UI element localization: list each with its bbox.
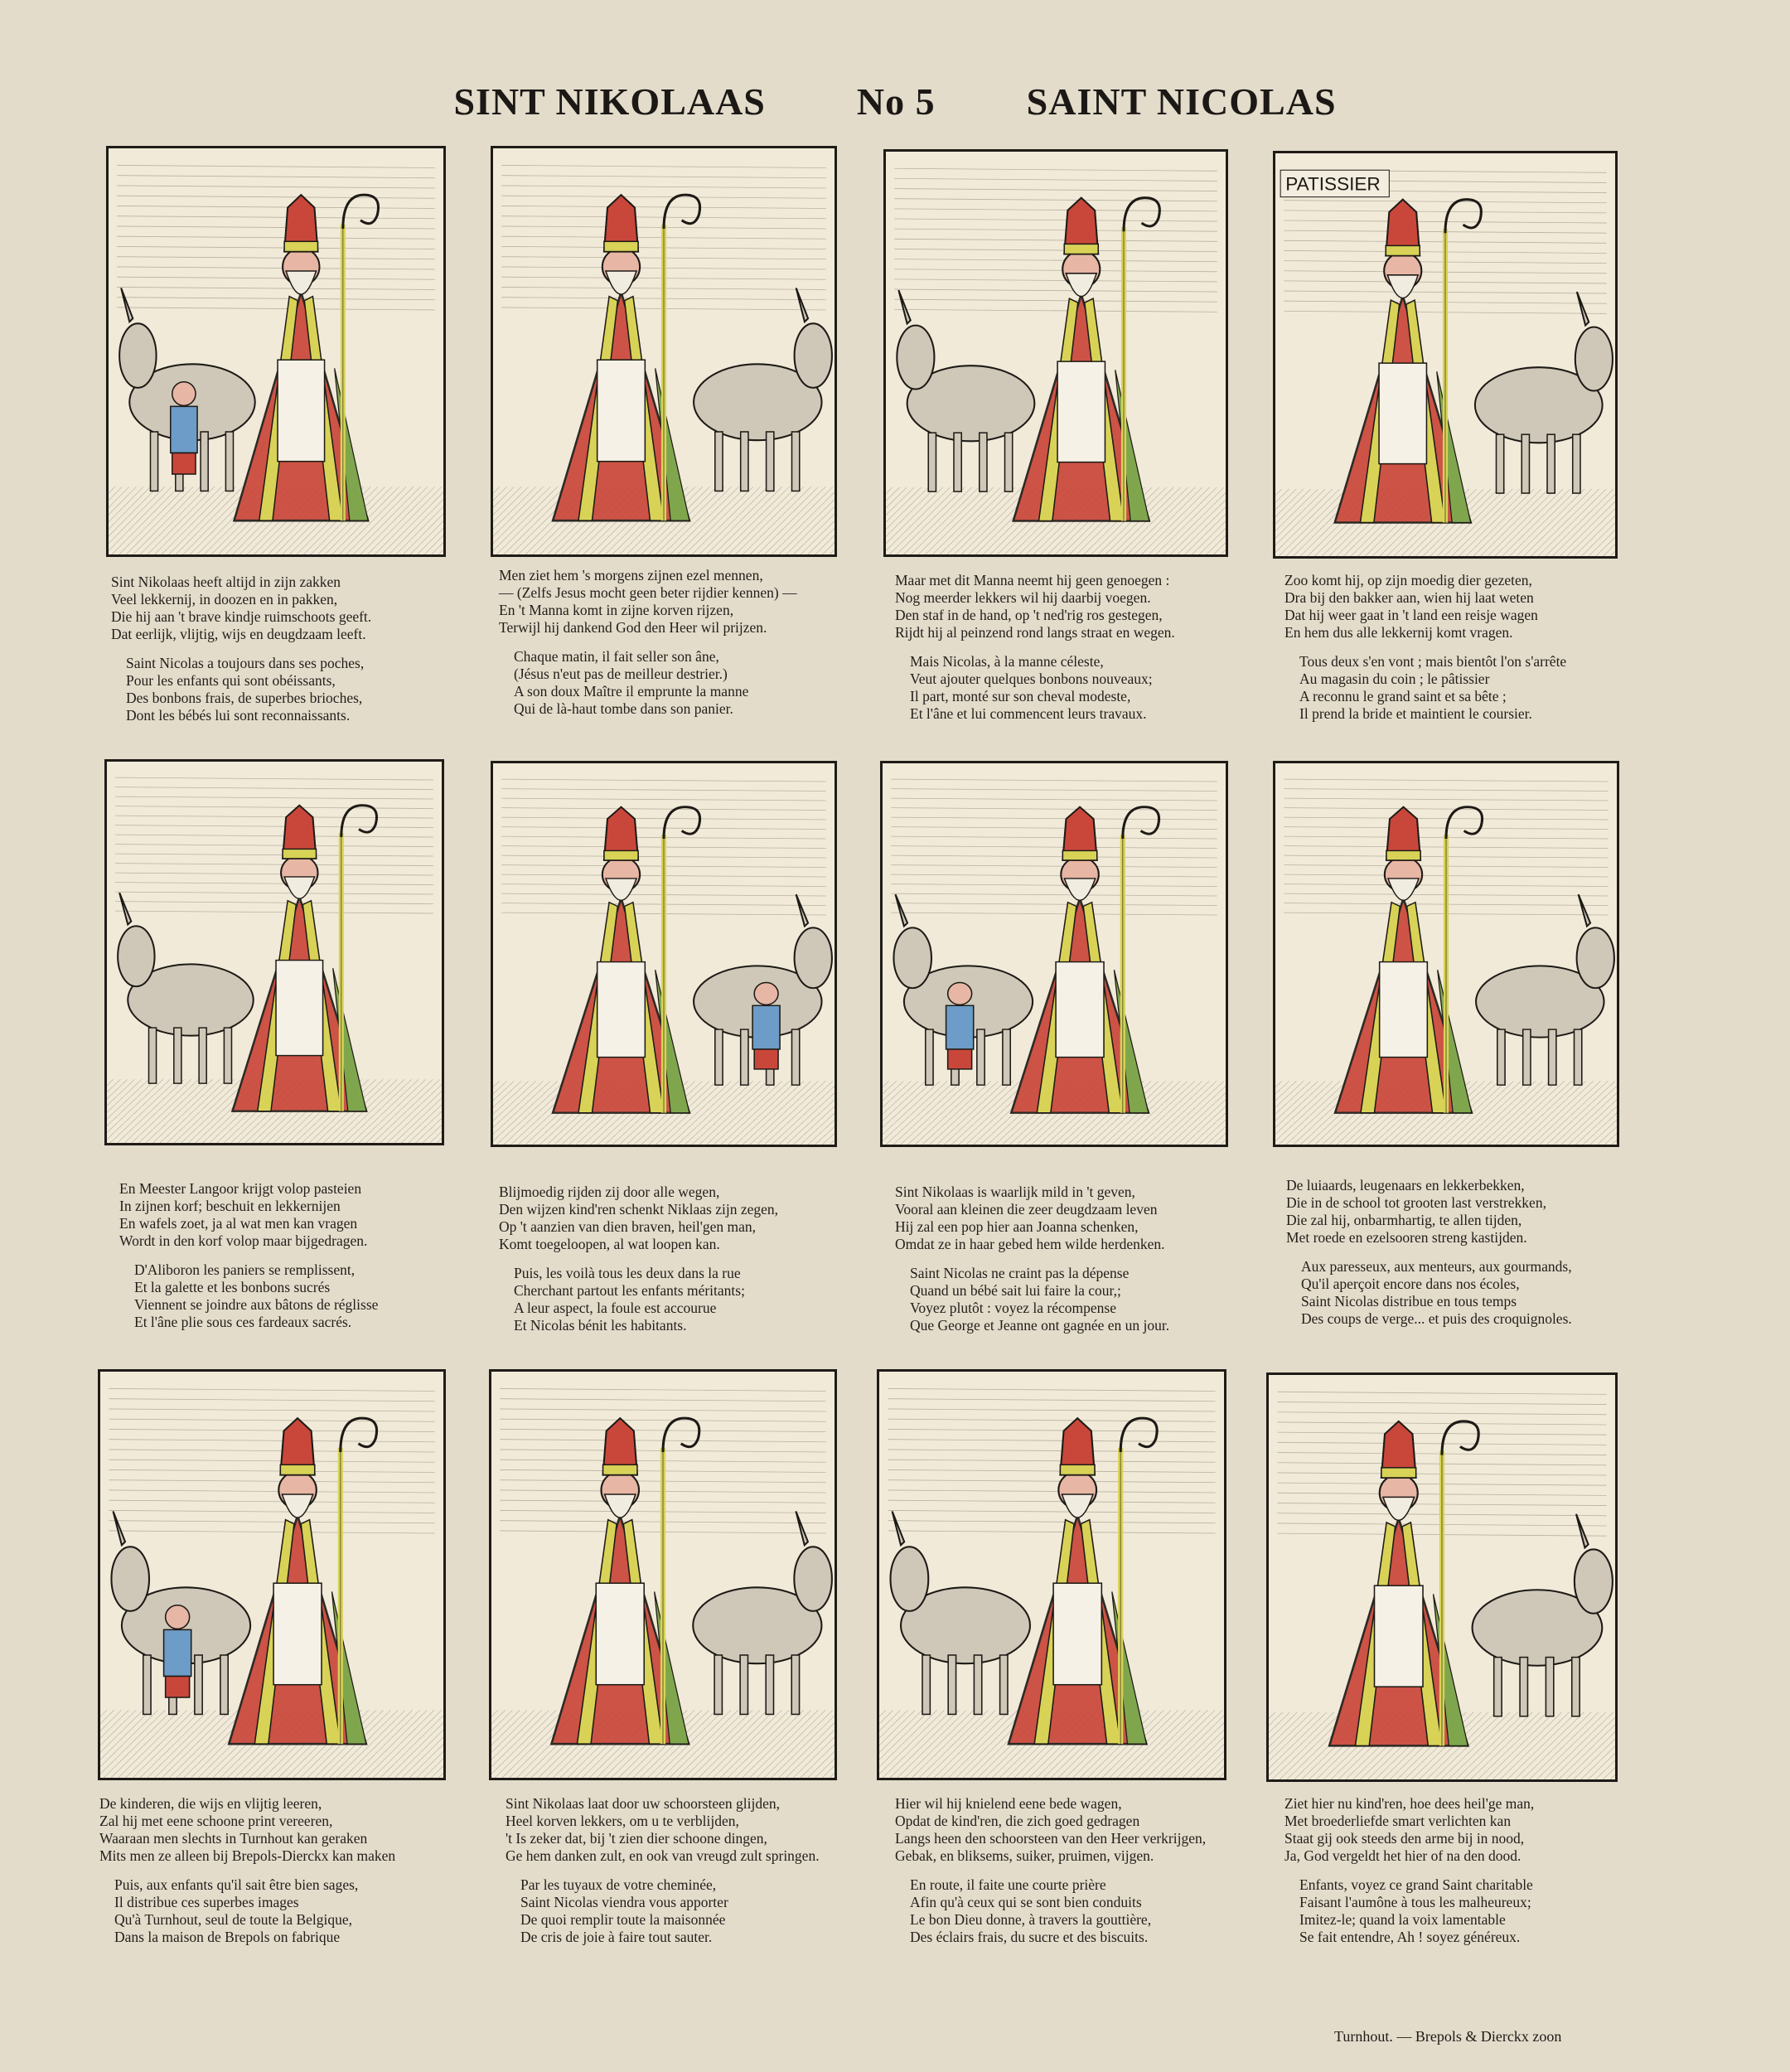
woodcut-scene — [491, 1372, 835, 1778]
woodcut-image — [98, 1369, 446, 1780]
verse-7 — [895, 1184, 1169, 1334]
verse-french: Puis, aux enfants qu'il sait être bien sages, Il distribue ces superbes images Qu'à Turnhout, seul de toute la Belgique, Dans la maison de Brepols on fabrique — [114, 1876, 359, 1945]
verse-dutch: De luiaards, leugenaars en lekkerbekken, Die in de school tot grooten last verstrekken, Die zal hij, onbarmhartig, te allen tijden, Met roede en ezelsooren streng kastijden. — [1286, 1177, 1546, 1246]
print-number: No 5 — [856, 80, 936, 123]
verse-dutch: Maar met dit Manna neemt hij geen genoegen : Nog meerder lekkers wil hij daarbij voegen. Den staf in de hand, op 't ned'rig ros gestegen, Rijdt hij al peinzend rond langs straat en wegen. — [895, 572, 1175, 641]
woodcut-image — [489, 1369, 837, 1780]
verse-1 — [111, 574, 371, 724]
verse-dutch: De kinderen, die wijs en vlijtig leeren, Zal hij met eene schoone print vereeren, Waaraan men slechts in Turnhout kan geraken Mits men ze alleen bij Brepols-Dierckx kan maken — [99, 1795, 396, 1864]
verse-french: Puis, les voilà tous les deux dans la rue Cherchant partout les enfants méritants; A leur aspect, la foule est accourue Et Nicolas bénit les habitants. — [514, 1265, 745, 1334]
verse-dutch: Ziet hier nu kind'ren, hoe dees heil'ge man, Met broederliefde smart verlichten kan Staat gij ook steeds den arme bij in nood, Ja, God vergeldt het hier of na den dood. — [1284, 1795, 1535, 1864]
verse-french: Mais Nicolas, à la manne céleste, Veut ajouter quelques bonbons nouveaux; Il part, monté sur son cheval modeste, Et l'âne et lui commencent leurs travaux. — [910, 653, 1153, 722]
printer-imprint: Turnhout. — Brepols & Dierckx zoon — [1334, 2028, 1562, 2045]
woodcut-image — [877, 1369, 1226, 1780]
verse-3 — [895, 572, 1175, 723]
woodcut-scene — [109, 148, 443, 554]
woodcut-image — [106, 146, 446, 557]
woodcut-scene — [1275, 153, 1615, 556]
woodcut-scene — [879, 1372, 1224, 1778]
woodcut-image — [491, 146, 837, 557]
print-title — [0, 80, 1790, 123]
verse-french: D'Aliboron les paniers se remplissent, Et la galette et les bonbons sucrés Viennent se joindre aux bâtons de réglisse Et l'âne plie sous ces fardeaux sacrés. — [134, 1261, 379, 1330]
verse-french: Aux paresseux, aux menteurs, aux gourmands, Qu'il aperçoit encore dans nos écoles, Saint Nicolas distribue en tous temps Des coups de verge... et puis des croquignoles. — [1301, 1258, 1572, 1327]
woodcut-scene — [493, 148, 835, 554]
verse-6 — [499, 1184, 778, 1334]
verse-4 — [1284, 572, 1566, 723]
woodcut-scene — [100, 1372, 443, 1778]
verse-dutch: Sint Nikolaas heeft altijd in zijn zakken Veel lekkernij, in doozen en in pakken, Die hij aan 't brave kindje ruimschoots geeft. Dat eerlijk, vlijtig, wijs en deugdzaam leeft. — [111, 574, 372, 642]
woodcut-image — [1266, 1372, 1618, 1782]
verse-french: Saint Nicolas ne craint pas la dépense Quand un bébé sait lui faire la cour,; Voyez plutôt : voyez la récompense Que George et Jeanne ont gagnée en un jour. — [910, 1265, 1170, 1334]
verse-9 — [99, 1795, 395, 1946]
verse-2 — [499, 567, 797, 718]
woodcut-image — [883, 149, 1228, 557]
title-french: SAINT NICOLAS — [1026, 80, 1337, 123]
woodcut-image — [104, 759, 444, 1145]
verse-french: En route, il faite une courte prière Afin qu'à ceux qui se sont bien conduits Le bon Dieu donne, à travers la gouttière, Des éclairs frais, du sucre et des biscuits. — [910, 1876, 1152, 1945]
verse-dutch: Sint Nikolaas laat door uw schoorsteen glijden, Heel korven lekkers, om u te verblijden, 't Is zeker dat, bij 't zien dier schoone dingen, Ge hem danken zult, en ook van vreugd zult springen. — [506, 1795, 820, 1864]
verse-5 — [119, 1180, 378, 1331]
woodcut-scene — [1269, 1375, 1615, 1779]
title-dutch: SINT NIKOLAAS — [453, 80, 766, 123]
verse-french: Enfants, voyez ce grand Saint charitable Faisant l'aumône à tous les malheureux; Imitez-le; quand la voix lamentable Se fait entendre, Ah ! soyez généreux. — [1299, 1876, 1533, 1945]
woodcut-scene — [883, 763, 1226, 1145]
verse-11 — [895, 1795, 1206, 1946]
verse-12 — [1284, 1795, 1534, 1946]
verse-10 — [506, 1795, 820, 1946]
verse-french: Chaque matin, il fait seller son âne, (Jésus n'eut pas de meilleur destrier.) A son doux Maître il emprunte la manne Qui de là-haut tombe dans son panier. — [514, 648, 749, 717]
woodcut-image — [1273, 151, 1618, 559]
verse-french: Par les tuyaux de votre cheminée, Saint Nicolas viendra vous apporter De quoi remplir toute la maisonnée De cris de joie à faire tout sauter. — [520, 1876, 728, 1945]
verse-french: Tous deux s'en vont ; mais bientôt l'on s'arrête Au magasin du coin ; le pâtissier A reconnu le grand saint et sa bête ; Il prend la bride et maintient le coursier. — [1299, 653, 1567, 722]
verse-dutch: Zoo komt hij, op zijn moedig dier gezeten, Dra bij den bakker aan, wien hij laat weten Dat hij weer gaat in 't land een reisje wagen En hem dus alle lekkernij komt vragen. — [1284, 572, 1538, 641]
verse-dutch: Hier wil hij knielend eene bede wagen, Opdat de kind'ren, die zich goed gedragen Langs heen den schoorsteen van den Heer verkrijgen, Gebak, en bliksems, suiker, pruimen, vijgen. — [895, 1795, 1207, 1864]
verse-dutch: Blijmoedig rijden zij door alle wegen, Den wijzen kind'ren schenkt Niklaas zijn zegen, Op 't aanzien van dien braven, heil'gen man, Komt toegeloopen, al wat loopen kan. — [499, 1184, 778, 1252]
woodcut-image — [1273, 761, 1619, 1147]
woodcut-image — [880, 761, 1228, 1147]
woodcut-scene — [107, 762, 442, 1143]
verse-8 — [1286, 1177, 1572, 1328]
verse-french: Saint Nicolas a toujours dans ses poches, Pour les enfants qui sont obéissants, Des bonbons frais, de superbes brioches, Dont les bébés lui sont reconnaissants. — [126, 655, 365, 724]
verse-dutch: Men ziet hem 's morgens zijnen ezel mennen, — (Zelfs Jesus mocht geen beter rijdier kennen) — En 't Manna komt in zijne korven rijzen, Terwijl hij dankend God den Heer wil prijzen. — [499, 567, 797, 636]
woodcut-image — [491, 761, 837, 1147]
woodcut-scene — [493, 763, 835, 1145]
shop-sign-text: PATISSIER — [1285, 173, 1381, 195]
verse-dutch: Sint Nikolaas is waarlijk mild in 't geven, Vooral aan kleinen die zeer deugdzaam leven Hij zal een pop hier aan Joanna schenken, Omdat ze in haar gebed hem wilde herdenken. — [895, 1184, 1165, 1252]
woodcut-scene — [1275, 763, 1617, 1145]
verse-dutch: En Meester Langoor krijgt volop pasteien In zijnen korf; beschuit en lekkernijen En wafels zoet, ja al wat men kan vragen Wordt in den korf volop maar bijgedragen. — [119, 1180, 368, 1249]
woodcut-scene — [886, 152, 1226, 554]
